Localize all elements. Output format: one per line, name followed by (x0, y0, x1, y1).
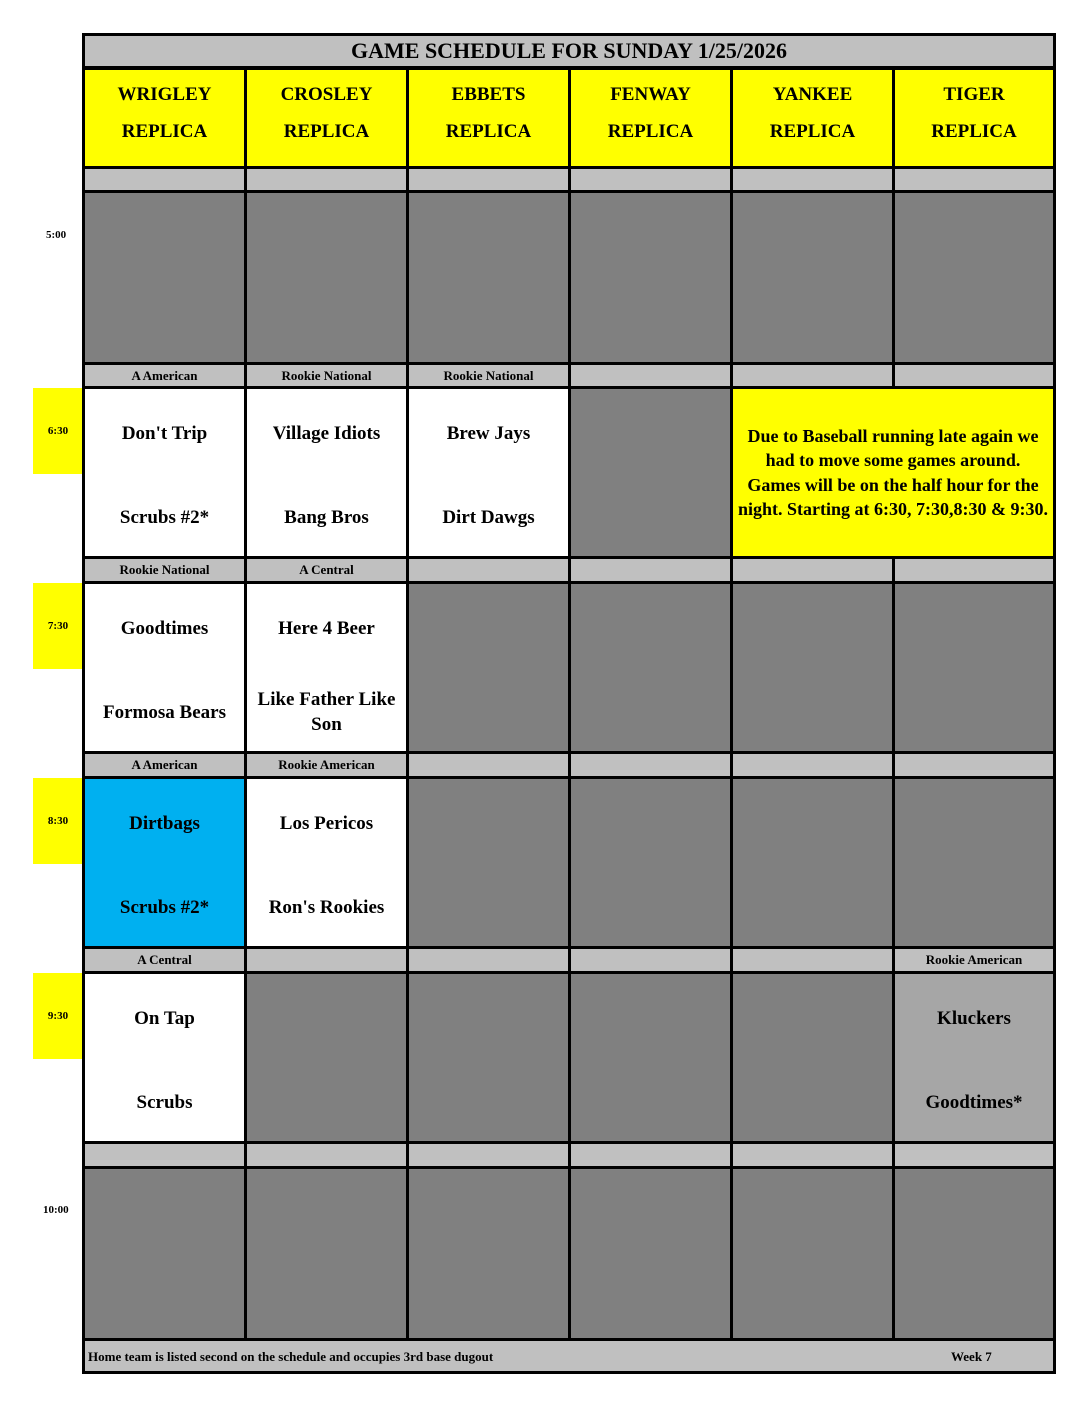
division-label: Rookie American (244, 751, 409, 779)
field-header-yankee (730, 67, 895, 169)
field-sub: REPLICA (283, 121, 370, 142)
time-text: 8:30 (47, 815, 69, 827)
division-label-empty (730, 1141, 895, 1169)
division-label: Rookie National (82, 556, 247, 584)
closed-slot (892, 190, 1056, 365)
division-label-empty (82, 1141, 247, 1169)
division-label-empty (406, 556, 571, 584)
page-title: GAME SCHEDULE FOR SUNDAY 1/25/2026 (82, 33, 1056, 69)
division-label-empty (406, 751, 571, 779)
week-label: Week 7 (951, 1349, 992, 1364)
time-label-930 (33, 973, 83, 1059)
closed-slot (244, 190, 409, 365)
field-sub: REPLICA (769, 121, 856, 142)
field-name: TIGER (943, 84, 1005, 105)
time-label-730 (33, 583, 83, 669)
closed-slot (244, 971, 409, 1144)
division-label: A Central (82, 946, 247, 974)
closed-slot (892, 776, 1056, 949)
division-label-empty (892, 166, 1056, 193)
closed-slot (406, 581, 571, 754)
closed-slot (730, 776, 895, 949)
field-sub: REPLICA (445, 121, 532, 142)
home-team: Scrubs #2* (119, 506, 210, 528)
field-name: WRIGLEY (117, 84, 212, 105)
division-label-empty (82, 166, 247, 193)
away-team: Don't Trip (121, 422, 208, 444)
footer-note: Home team is listed second on the schedule and occupies 3rd base dugout (88, 1349, 494, 1364)
home-team: Like Father Like Son (257, 689, 396, 735)
field-header-crosley (244, 67, 409, 169)
closed-slot (568, 1166, 733, 1341)
division-label-empty (244, 166, 409, 193)
closed-slot (730, 1166, 895, 1341)
division-label-empty (730, 751, 895, 779)
home-team: Goodtimes* (925, 1091, 1023, 1113)
division-label-empty (892, 556, 1056, 584)
division-label-empty (892, 751, 1056, 779)
field-sub: REPLICA (121, 121, 208, 142)
field-sub: REPLICA (607, 121, 694, 142)
schedule-notice: Due to Baseball running late again we had to move some games around. Games will be on the half hour for the night. Starting at 6:30, 7:30,8:30 & 9:30. (730, 386, 1056, 559)
field-header-fenway (568, 67, 733, 169)
division-label: Rookie National (406, 362, 571, 389)
game-cell (244, 581, 409, 754)
game-cell (82, 581, 247, 754)
division-label-empty (730, 362, 895, 389)
division-label-empty (244, 1141, 409, 1169)
division-label-empty (568, 1141, 733, 1169)
division-label-empty (730, 556, 895, 584)
game-cell (82, 971, 247, 1144)
closed-slot (406, 971, 571, 1144)
closed-slot (730, 190, 895, 365)
division-label-empty (406, 1141, 571, 1169)
closed-slot (568, 971, 733, 1144)
away-team: Brew Jays (446, 422, 531, 444)
away-team: Los Pericos (279, 812, 374, 834)
away-team: Village Idiots (272, 422, 381, 444)
home-team: Ron's Rookies (268, 896, 385, 918)
footer-bar (82, 1338, 1056, 1374)
closed-slot (568, 776, 733, 949)
field-sub: REPLICA (931, 121, 1017, 142)
closed-slot (730, 581, 895, 754)
closed-slot (406, 190, 571, 365)
division-label-empty (406, 166, 571, 193)
closed-slot (406, 776, 571, 949)
home-team: Bang Bros (284, 506, 369, 528)
time-text: 6:30 (47, 425, 69, 437)
division-label-empty (244, 946, 409, 974)
game-cell (244, 386, 409, 559)
division-label-empty (892, 1141, 1056, 1169)
division-label-empty (568, 751, 733, 779)
home-team: Scrubs (136, 1091, 193, 1113)
division-label: A American (82, 751, 247, 779)
closed-slot (244, 1166, 409, 1341)
field-name: CROSLEY (280, 84, 373, 105)
closed-slot (82, 1166, 247, 1341)
division-label-empty (568, 166, 733, 193)
division-label-empty (892, 362, 1056, 389)
time-text: 7:30 (47, 620, 69, 632)
game-cell (406, 386, 571, 559)
division-label-empty (568, 946, 733, 974)
time-text: 9:30 (47, 1010, 69, 1022)
closed-slot (892, 581, 1056, 754)
division-label: Rookie American (892, 946, 1056, 974)
time-label-830 (33, 778, 83, 864)
away-team: Goodtimes (120, 617, 209, 639)
time-label-500: 5:00 (46, 229, 67, 241)
closed-slot (82, 190, 247, 365)
closed-slot (568, 581, 733, 754)
home-team: Formosa Bears (103, 701, 226, 723)
time-label-630 (33, 388, 83, 474)
division-label-empty (568, 362, 733, 389)
game-cell (82, 386, 247, 559)
division-label-empty (730, 946, 895, 974)
field-name: FENWAY (610, 84, 691, 105)
field-name: EBBETS (451, 84, 526, 105)
home-team: Scrubs #2* (119, 896, 210, 918)
time-label-1000: 10:00 (43, 1204, 69, 1216)
division-label: A American (82, 362, 247, 389)
closed-slot (406, 1166, 571, 1341)
closed-slot (730, 971, 895, 1144)
division-label: A Central (244, 556, 409, 584)
division-label: Rookie National (244, 362, 409, 389)
closed-slot (568, 386, 733, 559)
away-team: Kluckers (937, 1007, 1011, 1029)
division-label-empty (730, 166, 895, 193)
field-header-ebbets (406, 67, 571, 169)
away-team: On Tap (134, 1007, 195, 1029)
field-name: YANKEE (772, 84, 853, 105)
game-cell (892, 971, 1056, 1144)
field-header-wrigley (82, 67, 247, 169)
field-header-tiger (892, 67, 1056, 169)
closed-slot (892, 1166, 1056, 1341)
away-team: Here 4 Beer (278, 617, 375, 639)
game-cell (244, 776, 409, 949)
home-team: Dirt Dawgs (442, 506, 535, 528)
division-label-empty (406, 946, 571, 974)
away-team: Dirtbags (129, 812, 200, 834)
game-cell-highlighted (82, 776, 247, 949)
closed-slot (568, 190, 733, 365)
division-label-empty (568, 556, 733, 584)
